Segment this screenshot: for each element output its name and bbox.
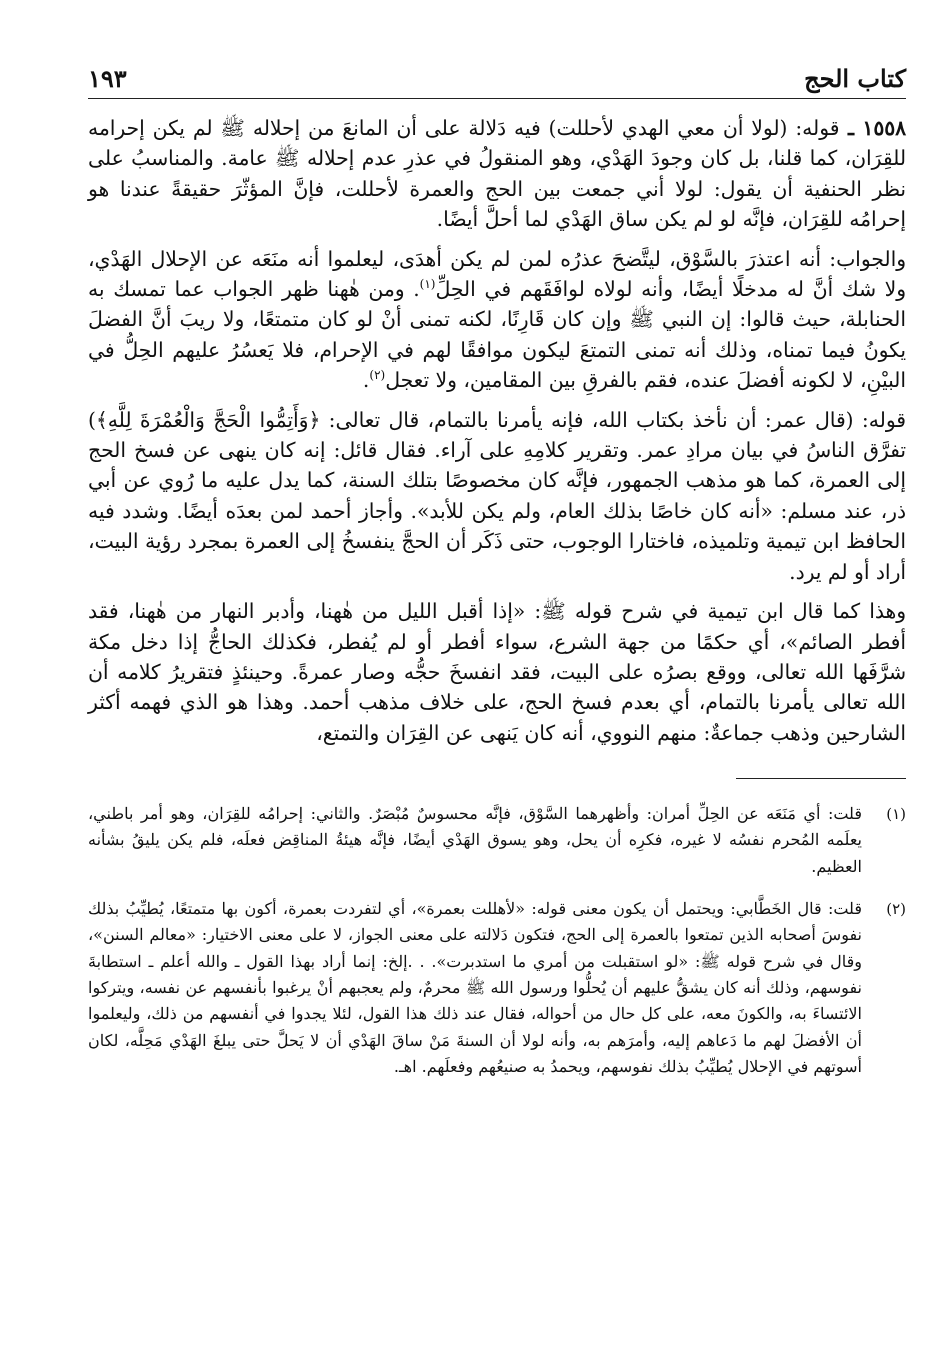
footnotes <box>88 801 906 1080</box>
paragraph-text: وهذا كما قال ابن تيمية في شرح قوله ﷺ: «إذا أقبل الليل من هٰهنا، وأدبر النهار من هٰهنا، فقد أفطر الصائم»، أي حكمًا من جهة الشرع، سواء أفطر أو لم يُفطر، فكذلك الحاجُّ إذا دخل مكة شرَّفَها الله تعالى، ووقع بصرُه على البيت، فقد انفسخَ حجُّه وصار عمرةً. وحينئذٍ فتقريرُ كلامه أن الله تعالى يأمرنا بالتمام، أي بعدم فسخ الحج، على خلاف مذهب أحمد. وهذا هو الذي فهمه أكثر الشارحين وذهب جماعةٌ: منهم النووي، أنه كان يَنهى عن القِرَان والتمتع، <box>88 599 906 745</box>
page-header <box>88 58 906 99</box>
paragraph <box>88 405 906 587</box>
page-number: ١٩٣ <box>88 64 127 93</box>
paragraph-text: قوله: (قال عمر: أن نأخذ بكتاب الله، فإنه يأمرنا بالتمام، قال تعالى: ﴿وَأَتِمُّوا الْحَجَّ وَالْعُمْرَةَ لِلَّهِ﴾) تفرَّق الناسُ في بيان مرادِ عمر. وتقرير كلامِهِ على آراء. فقال قائل: إنه كان ينهى عن فسخ الحج إلى العمرة، كما هو مذهب الجمهور، فإنَّه كان مخصوصًا بتلك السنة، كما يدل عليه ما رُوي عن أبي ذر، عند مسلم: «أنه كان خاصًا بذلك العام، ولم يكن للأبد». وأجاز أحمد لمن بعدَه أيضًا. وشدد فيه الحافظ ابن تيمية وتلميذه، فاختارا الوجوب، حتى ذَكَر أن الحجَّ ينفسخُ إلى العمرة بمجرد رؤية البيت، أراد أو لم يرد. <box>88 407 906 584</box>
paragraph <box>88 113 906 235</box>
paragraph-text: والجواب: أنه اعتذرَ بالسَّوْق، ليتَّضحَ عذرُه لمن لم يكن أهدَى، ليعلموا أنه منَعَه عن الإحلال الهَدْي، ولا شك أنَّ له مدخلًا أيضًا، وأنه لولاه لوافَقَهم في الحِلِّ <box>88 246 906 302</box>
footnote-number: (٢) <box>886 900 906 919</box>
main-text <box>88 113 906 748</box>
footnote-number: (١) <box>886 805 906 824</box>
footnote-text: قلت: قال الخَطَّابي: ويحتمل أن يكون معنى قوله: «لأهللت بعمرة»، أي لتفردت بعمرة، أكون بها متمتعًا، يُطيِّبُ بذلك نفوسَ أصحابه الذين تمتعوا بالعمرة إلى الحج، فتكون دَلالته على معنى الجواز، لا على معنى الاختيار: «معالم السنن»، وقال في شرح قوله ﷺ: «لو استقبلت من أمري ما استدبرت». . .إلخ: إنما أراد بهذا القول ـ والله أعلم ـ استطابةَ نفوسهم، وذلك أنه كان يشقُّ عليهم أن يُحلُّوا ورسول الله ﷺ محرمٌ، ولم يعجبهم أنْ يرغبوا بأنفسهم عن نفسه، ويتركوا الائتساءَ به، والكونَ معه، على كل حال من أحواله، فقال عند ذلك هذا القول، لئلا يجدوا في أنفسهم من ذلك، وليعلموا أن الأفضلَ لهم ما دَعاهم إليه، وأمرَهم به، وأنه لولا أن السنةَ مَنْ ساقَ الهَدْي أن لا يَحلَّ حتى يبلغَ الهَدْي مَحِلَّه، لكان أسوتهم في الإحلال يُطيِّبُ بذلك نفوسهم، ويحمدُ به صنيعُهم وفعلَهم. اهـ. <box>88 899 863 1076</box>
footnote-text: قلت: أي مَنَعَه عن الحِلِّ أمران: وأظهرهما السَّوْق، فإنَّه محسوسٌ مُبْصَرٌ. والثاني: إحرامُه للقِرَان، وهو أمر باطني، يعلَمه المُحرم نفسُه لا غيره، فكرِه أن يحل، وهو يسوق الهَدْي أيضًا، فإنَّه هيئةُ المناقِض فعلَه، فلم يكن يليقُ بشأنه العظيم. <box>88 804 862 876</box>
running-title: كتاب الحج <box>804 64 906 93</box>
paragraph <box>88 596 906 748</box>
paragraph-text: قوله: (لولا أن معي الهدي لأحللت) فيه دَلالة على أن المانعَ من إحلاله ﷺ لم يكن إحرامه للقِرَان، كما قلنا، بل كان وجودَ الهَدْي، وهو المنقولُ في عذرِ عدم إحلاله ﷺ عامة. والمناسبُ على نظر الحنفية أن يقول: لولا أني جمعت بين الحج والعمرة لأحللت، فإنَّ المؤثّرَ حقيقةً عندنا هو إحرامُه للقِرَان، فإنَّه لو لم يكن ساق الهَدْي لما أحلَّ أيضًا. <box>88 116 906 232</box>
footnote <box>88 801 906 880</box>
footnote <box>88 896 906 1080</box>
footnote-separator <box>736 778 906 779</box>
paragraph <box>88 244 906 396</box>
footnote-ref: (١) <box>419 277 436 292</box>
hadith-number: ١٥٥٨ ـ <box>839 116 906 140</box>
footnote-ref: (٢) <box>369 368 386 383</box>
book-page <box>88 58 906 1348</box>
paragraph-text: . <box>362 368 370 393</box>
paragraph-text: . ومن هٰهنا ظهر الجواب عما تمسك به الحنابلة، حيث قالوا: إن النبي ﷺ وإن كان قَارِنًا، لكنه تمنى أنْ لو كان متمتعًا، ولا ريبَ أنَّ الفضلَ يكونُ فيما تمناه، وذلك أنه تمنى التمتعَ ليكون موافقًا لهم في الإحرام، فلا يَعسُرُ عليهم الحِلُّ في البيْنِ، لا لكونه أفضلَ عنده، فقم بالفرقِ بين المقامين، ولا تعجل <box>88 277 906 393</box>
